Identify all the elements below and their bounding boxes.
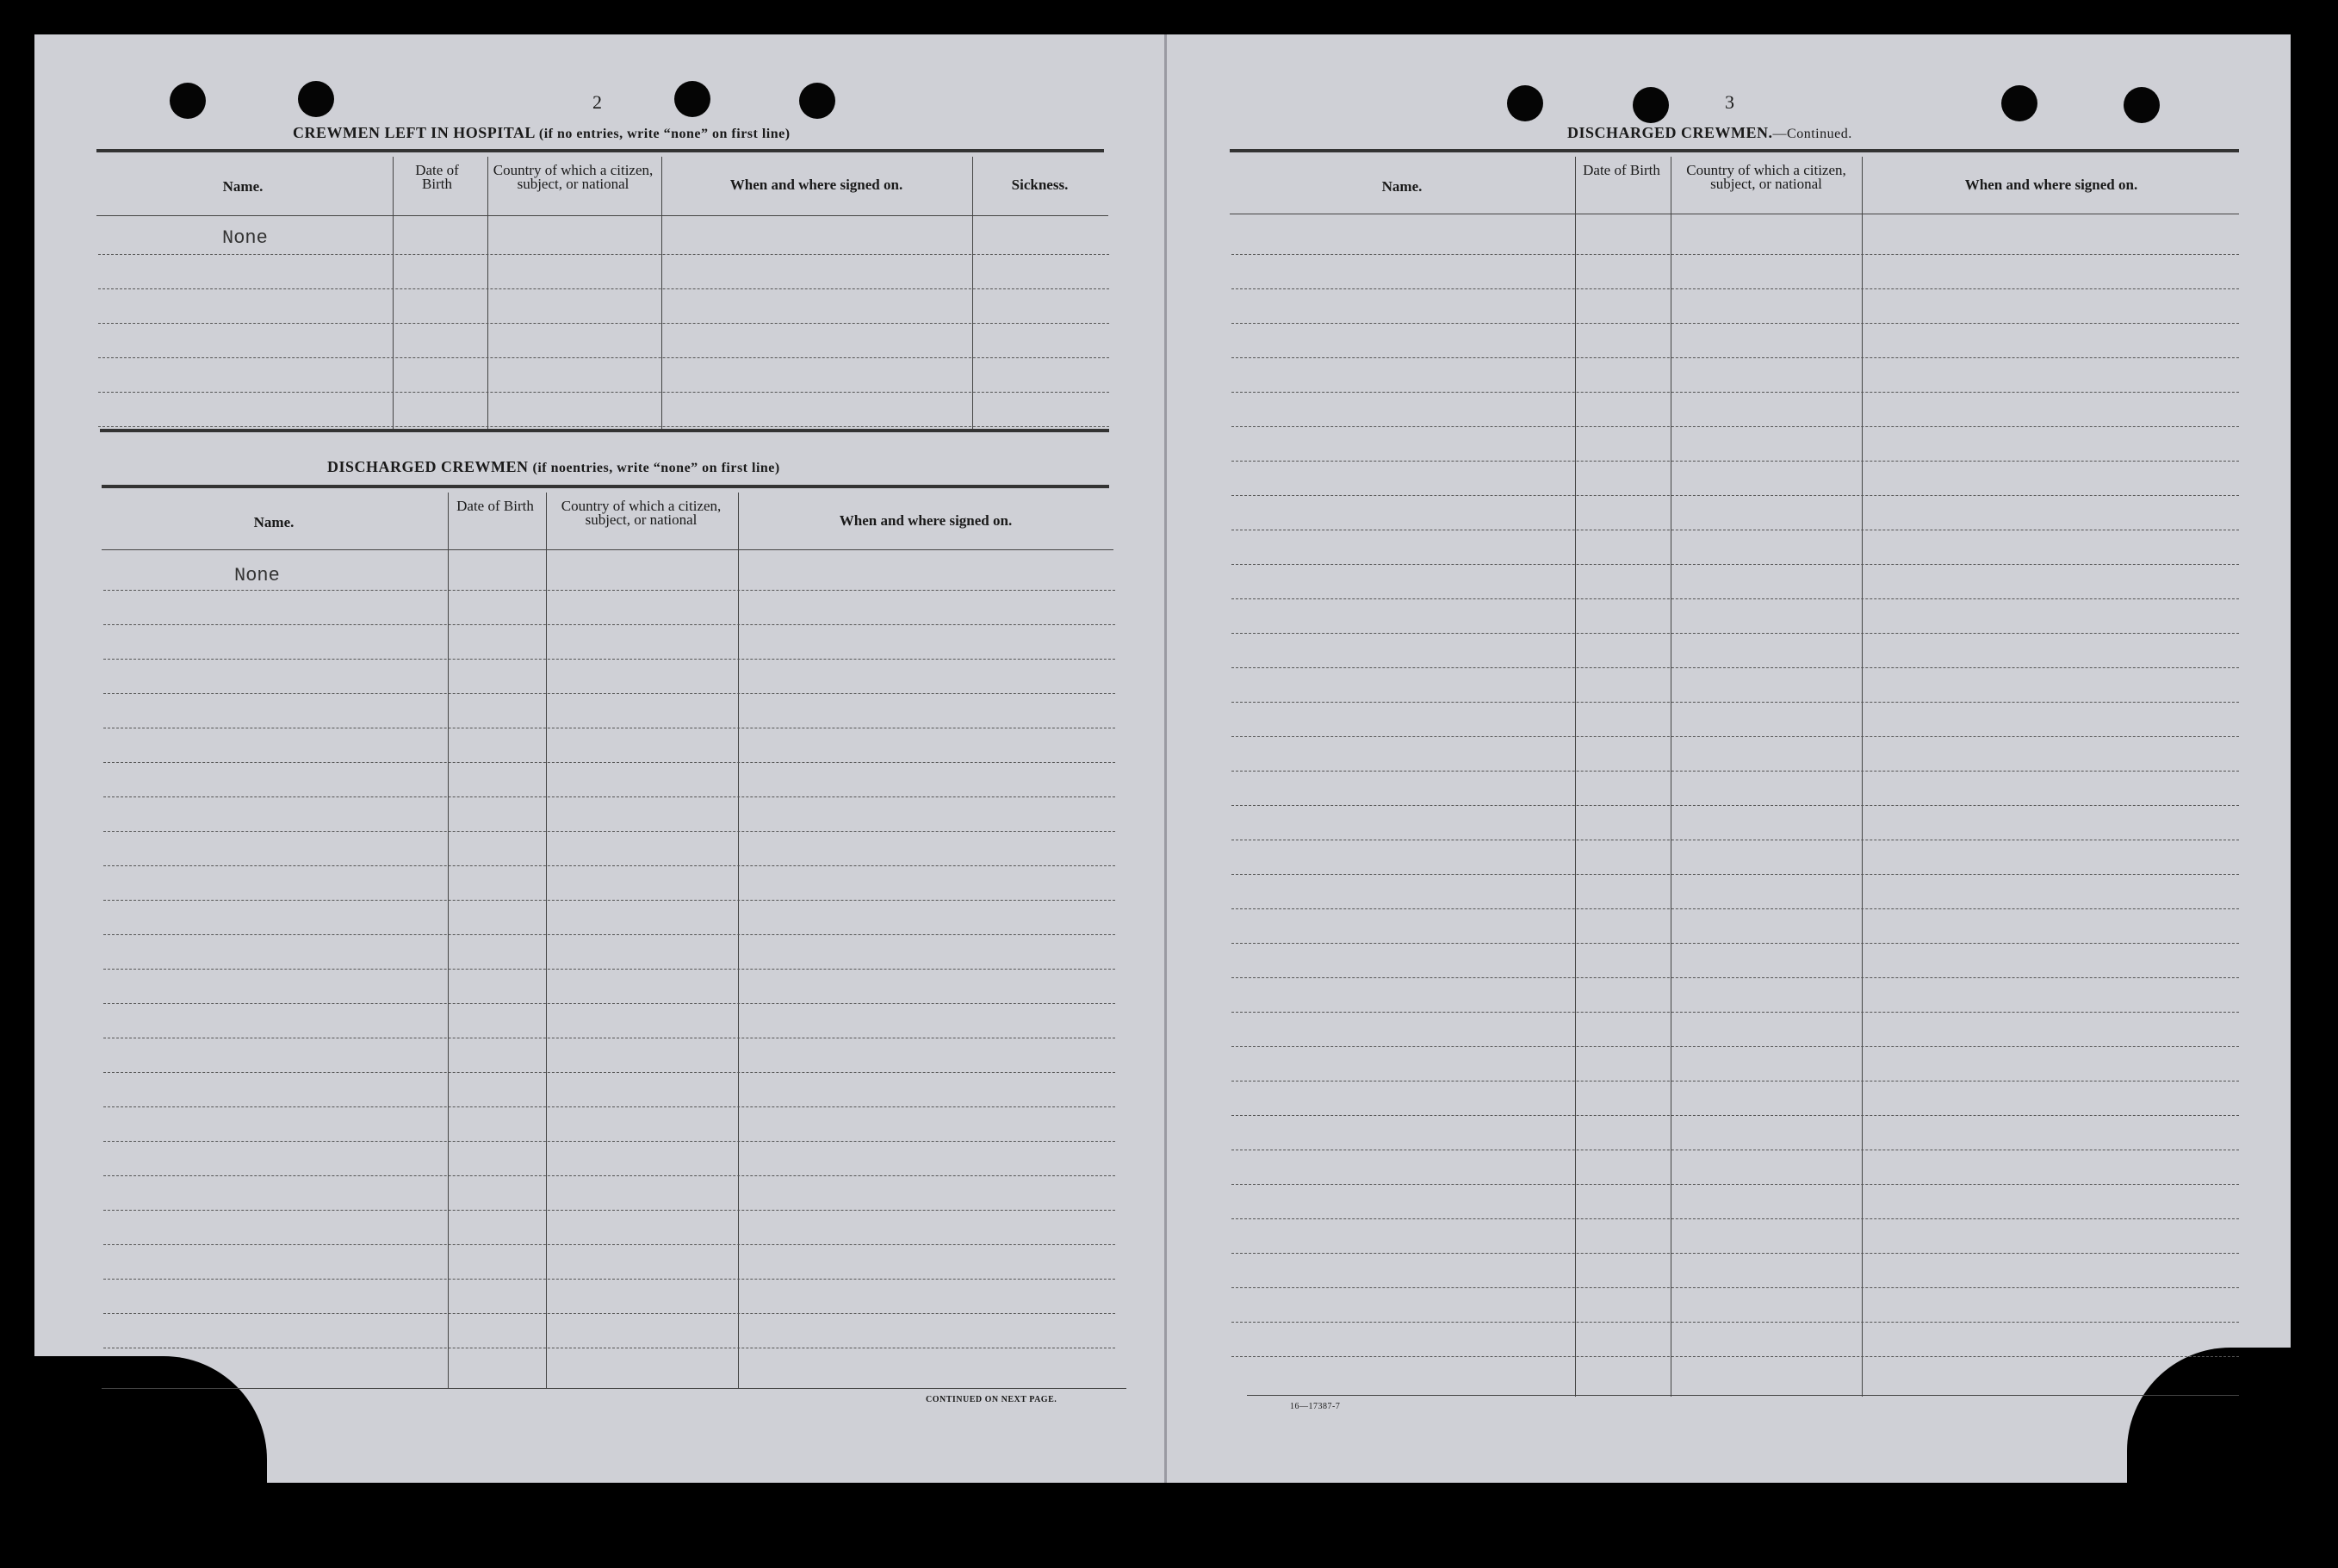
right-page — [1165, 34, 2291, 1483]
table-bottom-rule — [1247, 1395, 2239, 1396]
hospital-title: CREWMEN LEFT IN HOSPITAL — [293, 124, 535, 141]
ruled-line — [98, 288, 1109, 289]
punch-hole — [170, 83, 206, 119]
ruled-line — [1231, 943, 2239, 944]
col-header-signed-on: When and where signed on. — [729, 177, 903, 193]
table-bottom-rule — [102, 1388, 1126, 1389]
ruled-line — [1231, 908, 2239, 909]
table-bottom-rule — [100, 429, 1109, 432]
col-header-signed-on: When and where signed on. — [1964, 177, 2138, 193]
column-divider — [972, 157, 973, 432]
column-divider — [546, 493, 547, 1388]
col-header-country: Country of which a citizen, subject, or national — [561, 498, 722, 528]
ruled-line — [103, 590, 1115, 591]
table-header-rule — [102, 549, 1113, 550]
discharged-continued-title: DISCHARGED CREWMEN. — [1567, 124, 1773, 141]
ruled-line — [98, 426, 1109, 427]
ruled-line — [1231, 1218, 2239, 1219]
page-number: 2 — [592, 91, 602, 113]
col-header-name: Name. — [1381, 178, 1423, 195]
punch-hole — [2001, 85, 2037, 121]
punch-hole — [298, 81, 334, 117]
ruled-line — [1231, 977, 2239, 978]
left-page — [34, 34, 1165, 1483]
ruled-line — [103, 1313, 1115, 1314]
ruled-line — [1231, 874, 2239, 875]
ruled-line — [1231, 1356, 2239, 1357]
col-header-name: Name. — [222, 178, 264, 195]
header-rule — [1230, 149, 2239, 152]
ruled-line — [1231, 426, 2239, 427]
ruled-line — [1231, 254, 2239, 255]
column-divider — [448, 493, 449, 1388]
ruled-line — [103, 831, 1115, 832]
ruled-line — [1231, 633, 2239, 634]
hospital-subtitle: (if no entries, write “none” on first line) — [538, 127, 791, 141]
ruled-line — [103, 693, 1115, 694]
col-header-dob: Date of Birth — [456, 498, 534, 514]
punch-hole — [674, 81, 710, 117]
ruled-line — [103, 969, 1115, 970]
ruled-line — [103, 659, 1115, 660]
ruled-line — [98, 254, 1109, 255]
punch-hole — [1507, 85, 1543, 121]
col-header-dob: Date of Birth — [415, 162, 459, 192]
ruled-line — [1231, 702, 2239, 703]
ruled-line — [1231, 495, 2239, 496]
ruled-line — [103, 934, 1115, 935]
ruled-line — [1231, 1287, 2239, 1288]
ruled-line — [1231, 598, 2239, 599]
column-divider — [738, 493, 739, 1388]
ruled-line — [1231, 805, 2239, 806]
discharged-continued-subtitle: —Continued. — [1772, 127, 1852, 141]
column-divider — [1862, 157, 1863, 1397]
punch-hole — [799, 83, 835, 119]
section-title — [293, 124, 791, 142]
ruled-line — [1231, 461, 2239, 462]
ruled-line — [103, 1244, 1115, 1245]
ruled-line — [103, 1210, 1115, 1211]
ruled-line — [1231, 1012, 2239, 1013]
ruled-line — [98, 357, 1109, 358]
discharged-name-entry: None — [234, 565, 280, 586]
ruled-line — [1231, 288, 2239, 289]
ruled-line — [1231, 667, 2239, 668]
ruled-line — [103, 762, 1115, 763]
ruled-line — [1231, 1115, 2239, 1116]
header-rule — [96, 149, 1104, 152]
continued-note: CONTINUED ON NEXT PAGE. — [926, 1395, 1057, 1404]
column-divider — [1575, 157, 1576, 1397]
form-number: 16—17387-7 — [1290, 1402, 1341, 1411]
column-divider — [661, 157, 662, 432]
ruled-line — [103, 1141, 1115, 1142]
page-number: 3 — [1725, 91, 1734, 113]
ruled-line — [103, 1175, 1115, 1176]
ruled-line — [103, 796, 1115, 797]
ruled-line — [1231, 771, 2239, 772]
ruled-line — [1231, 1322, 2239, 1323]
col-header-dob: Date of Birth — [1583, 162, 1660, 178]
ruled-line — [103, 1072, 1115, 1073]
table-header-rule — [96, 215, 1108, 216]
col-header-name: Name. — [253, 514, 295, 530]
ruled-line — [1231, 1184, 2239, 1185]
ruled-line — [1231, 1253, 2239, 1254]
section-title — [1567, 124, 1852, 142]
punch-hole — [1633, 87, 1669, 123]
ruled-line — [103, 865, 1115, 866]
col-header-signed-on: When and where signed on. — [839, 512, 1013, 529]
ruled-line — [98, 392, 1109, 393]
ruled-line — [1231, 564, 2239, 565]
ruled-line — [1231, 1046, 2239, 1047]
discharged-subtitle: (if noentries, write “none” on first line) — [532, 461, 780, 475]
header-rule — [102, 485, 1109, 488]
col-header-sickness: Sickness. — [1011, 177, 1069, 193]
section-title — [327, 458, 780, 476]
ruled-line — [98, 323, 1109, 324]
column-divider — [487, 157, 488, 432]
ruled-line — [1231, 392, 2239, 393]
column-divider — [393, 157, 394, 432]
ruled-line — [103, 900, 1115, 901]
ruled-line — [103, 1106, 1115, 1107]
ruled-line — [103, 624, 1115, 625]
punch-hole — [2124, 87, 2160, 123]
ruled-line — [103, 1003, 1115, 1004]
ruled-line — [1231, 357, 2239, 358]
ruled-line — [103, 1279, 1115, 1280]
discharged-title: DISCHARGED CREWMEN — [327, 458, 529, 475]
col-header-country: Country of which a citizen, subject, or national — [1686, 162, 1846, 192]
page-spine — [1164, 34, 1167, 1483]
col-header-country: Country of which a citizen, subject, or national — [493, 162, 654, 192]
hospital-name-entry: None — [222, 227, 268, 249]
ruled-line — [1231, 736, 2239, 737]
ruled-line — [1231, 323, 2239, 324]
